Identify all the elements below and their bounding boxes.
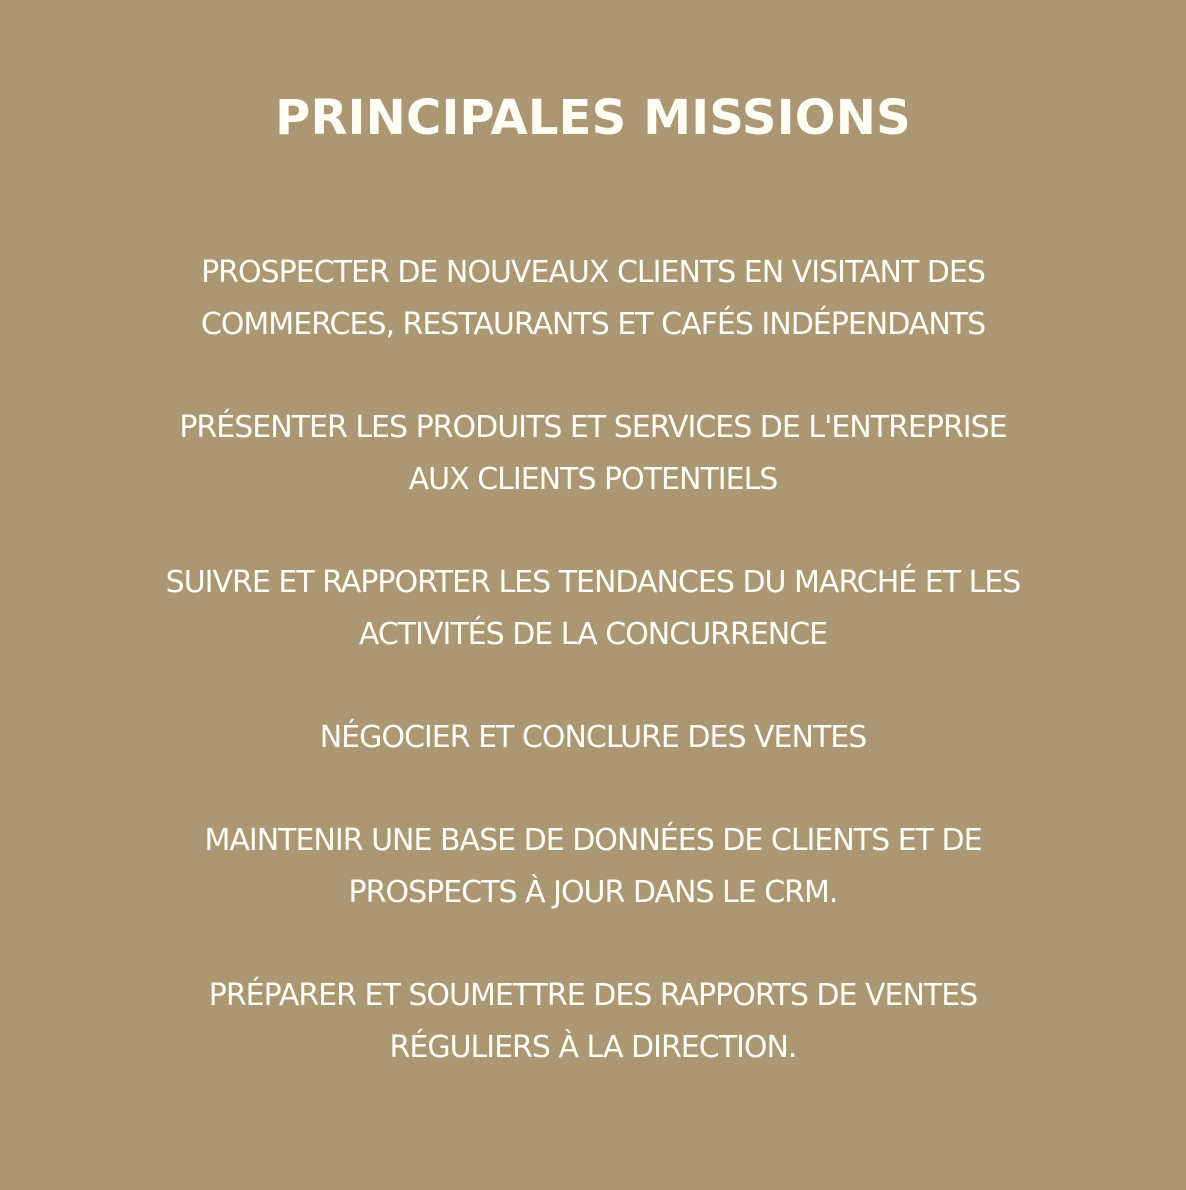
mission-line: PRÉPARER ET SOUMETTRE DES RAPPORTS DE VENTES [208,978,978,1013]
mission-market-trends [70,557,1116,661]
mission-negotiate-sales [70,712,1116,764]
mission-line: MAINTENIR UNE BASE DE DONNÉES DE CLIENTS ET DE [204,823,982,858]
mission-maintain-crm [70,815,1116,919]
mission-line: PRÉSENTER LES PRODUITS ET SERVICES DE L'ENTREPRISE [179,410,1007,445]
mission-line: PROSPECTS À JOUR DANS LE CRM. [348,875,838,910]
mission-present-products [70,402,1116,506]
mission-line: RÉGULIERS À LA DIRECTION. [389,1030,797,1065]
mission-line: NÉGOCIER ET CONCLURE DES VENTES [319,720,867,755]
page-title: PRINCIPALES MISSIONS [275,90,911,146]
mission-line: COMMERCES, RESTAURANTS ET CAFÉS INDÉPENDANTS [200,307,986,342]
mission-line: SUIVRE ET RAPPORTER LES TENDANCES DU MARCHÉ ET LES [165,565,1021,600]
mission-line: ACTIVITÉS DE LA CONCURRENCE [358,617,828,652]
mission-line: PROSPECTER DE NOUVEAUX CLIENTS EN VISITANT DES [201,255,985,290]
mission-line: AUX CLIENTS POTENTIELS [408,462,778,497]
mission-sales-reports [70,970,1116,1074]
mission-prospect-clients [70,247,1116,351]
missions-list [70,247,1116,1074]
